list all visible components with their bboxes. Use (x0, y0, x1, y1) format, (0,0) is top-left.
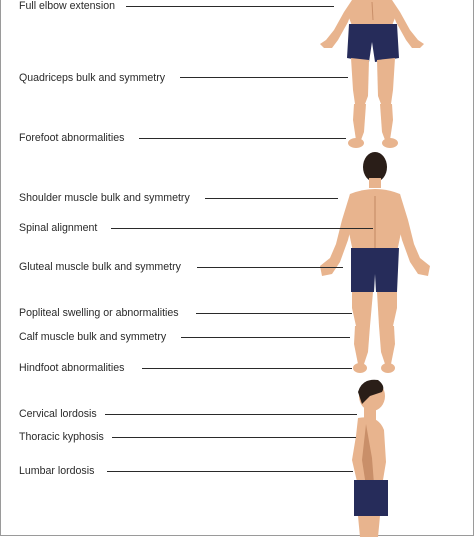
label-hindfoot: Hindfoot abnormalities (19, 362, 125, 374)
leader-line (107, 471, 353, 472)
label-shoulder: Shoulder muscle bulk and symmetry (19, 192, 190, 204)
side-view-figure (352, 380, 388, 537)
leader-line (142, 368, 352, 369)
leader-line (126, 6, 334, 7)
label-cervical-lordosis: Cervical lordosis (19, 408, 97, 420)
leader-line (105, 414, 357, 415)
leader-line (139, 138, 346, 139)
leader-line (112, 437, 356, 438)
leader-line (196, 313, 352, 314)
leader-line (205, 198, 338, 199)
label-forefoot: Forefoot abnormalities (19, 132, 125, 144)
label-thoracic-kyphosis: Thoracic kyphosis (19, 431, 104, 443)
label-calf: Calf muscle bulk and symmetry (19, 331, 167, 343)
label-full-elbow-extension: Full elbow extension (19, 0, 115, 12)
back-view-figure (320, 152, 430, 373)
label-spinal-alignment: Spinal alignment (19, 222, 98, 234)
label-quadriceps: Quadriceps bulk and symmetry (19, 72, 166, 84)
leader-line (181, 337, 350, 338)
label-lumbar-lordosis: Lumbar lordosis (19, 465, 95, 477)
label-gluteal: Gluteal muscle bulk and symmetry (19, 261, 181, 273)
leader-line (111, 228, 373, 229)
leader-line (197, 267, 343, 268)
front-view-figure (320, 0, 424, 148)
label-popliteal: Popliteal swelling or abnormalities (19, 307, 179, 319)
leader-line (180, 77, 348, 78)
